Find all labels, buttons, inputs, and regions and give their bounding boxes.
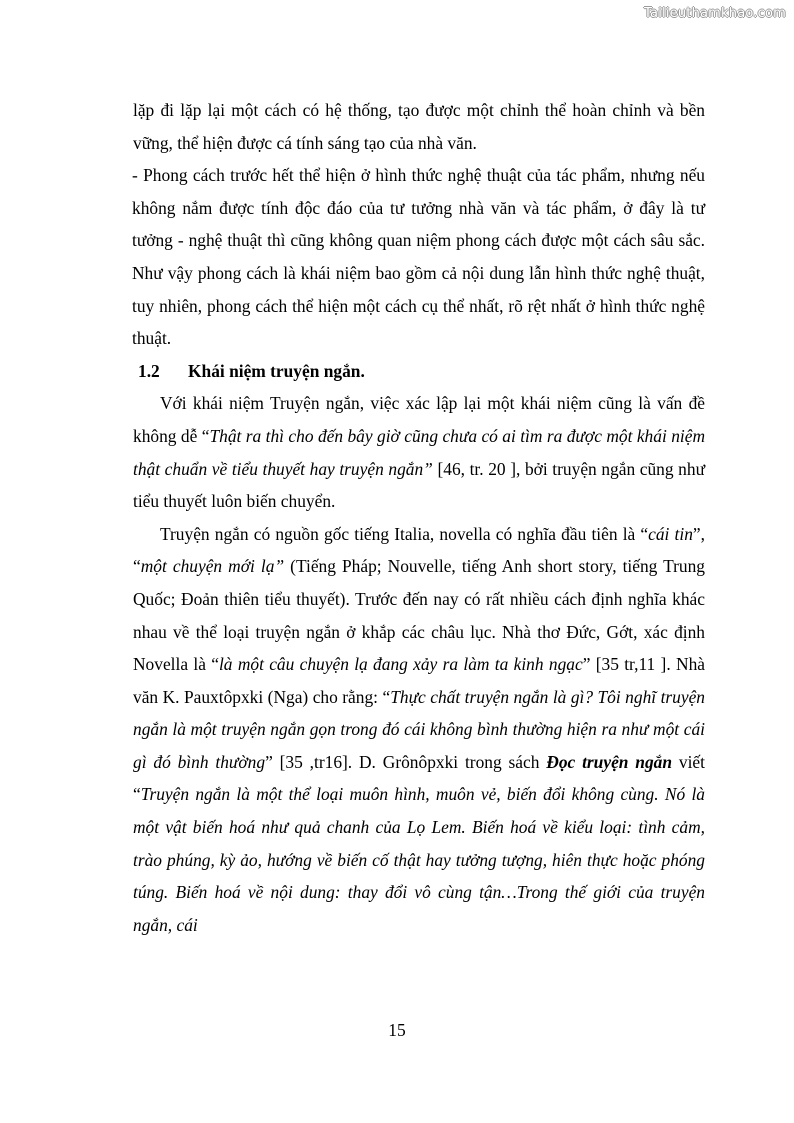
quote-italic: Thật ra thì cho đến bây giờ cũng chưa có ai tìm ra được một khái niệm thật chuẩn về tiểu thuyết hay truyện ngắn”	[133, 425, 706, 479]
section-number: 1.2	[138, 360, 160, 381]
quote-italic: Thực chất truyện ngắn là gì? Tôi nghĩ truyện ngắn là một truyện ngắn gọn trong đó cái không bình thường hiện ra như một cái gì đó bình thường	[133, 686, 705, 772]
text-run: ”, “	[133, 523, 705, 577]
text-run: (Tiếng Pháp; Nouvelle, tiếng Anh short story, tiếng Trung Quốc; Đoản thiên tiểu thuyết). Trước đến nay có rất nhiều cách định nghĩa khác nhau về thể loại truyện ngắn ở khắp các châu lục. Nhà thơ Đức, Gớt, xác định Novella là “	[133, 556, 706, 675]
paragraph-1: lặp đi lặp lại một cách có hệ thống, tạo được một chỉnh thể hoàn chỉnh và bền vững, thể hiện được cá tính sáng tạo của nhà văn.	[133, 100, 705, 153]
text-run: Với khái niệm Truyện ngắn, việc xác lập lại một khái niệm cũng là vấn đề không dễ “	[133, 393, 705, 446]
paragraph-3	[133, 387, 705, 517]
quote-italic: một chuyện mới lạ”	[140, 556, 285, 577]
quote-italic: Truyện ngắn là một thể loại muôn hình, muôn vẻ, biến đổi không cùng. Nó là một vật biến hoá như quả chanh của Lọ Lem. Biến hoá về kiểu loại: tình cảm, trào phúng, kỳ ảo, hướng về biến cố thật hay tưởng tượng, hiên thực hoặc phóng túng. Biến hoá về nội dung: thay đổi vô cùng tận…Trong thế giới của truyện ngắn, cái	[133, 784, 705, 935]
paragraph-4	[133, 518, 705, 942]
text-run: [46, tr. 20 ], bởi truyện ngắn cũng như tiểu thuyết luôn biến chuyển.	[133, 458, 705, 512]
paragraph-2: - Phong cách trước hết thể hiện ở hình thức nghệ thuật của tác phẩm, nhưng nếu không nắm được tính độc đáo của tư tưởng nhà văn và tác phẩm, ở đây là tư tưởng - nghệ thuật thì cũng không quan niệm phong cách được một cách sâu sắc. Như vậy phong cách là khái niệm bao gồm cả nội dung lẫn hình thức nghệ thuật, tuy nhiên, phong cách thể hiện một cách cụ thể nhất, rõ rệt nhất ở hình thức nghệ thuật.	[132, 165, 705, 349]
document-body	[133, 94, 705, 941]
watermark: Tailieuthamkhao.com	[644, 6, 786, 21]
book-title: Đọc truyện ngắn	[546, 751, 673, 772]
text-run: Truyện ngắn có nguồn gốc tiếng Italia, novella có nghĩa đầu tiên là “	[160, 523, 649, 544]
text-run: ” [35 tr,11 ]. Nhà văn K. Pauxtôpxki (Nga) cho rằng: “	[133, 654, 705, 707]
quote-italic: là một câu chuyện lạ đang xảy ra làm ta kinh ngạc	[218, 654, 583, 675]
section-title: Khái niệm truyện ngắn.	[188, 360, 365, 381]
text-run: viết “	[133, 751, 705, 805]
quote-italic: cái tin	[648, 523, 693, 544]
page-number: 15	[388, 1020, 406, 1040]
text-run: ” [35 ,tr16]. D. Grônôpxki trong sách	[265, 751, 547, 772]
section-heading	[133, 355, 705, 388]
